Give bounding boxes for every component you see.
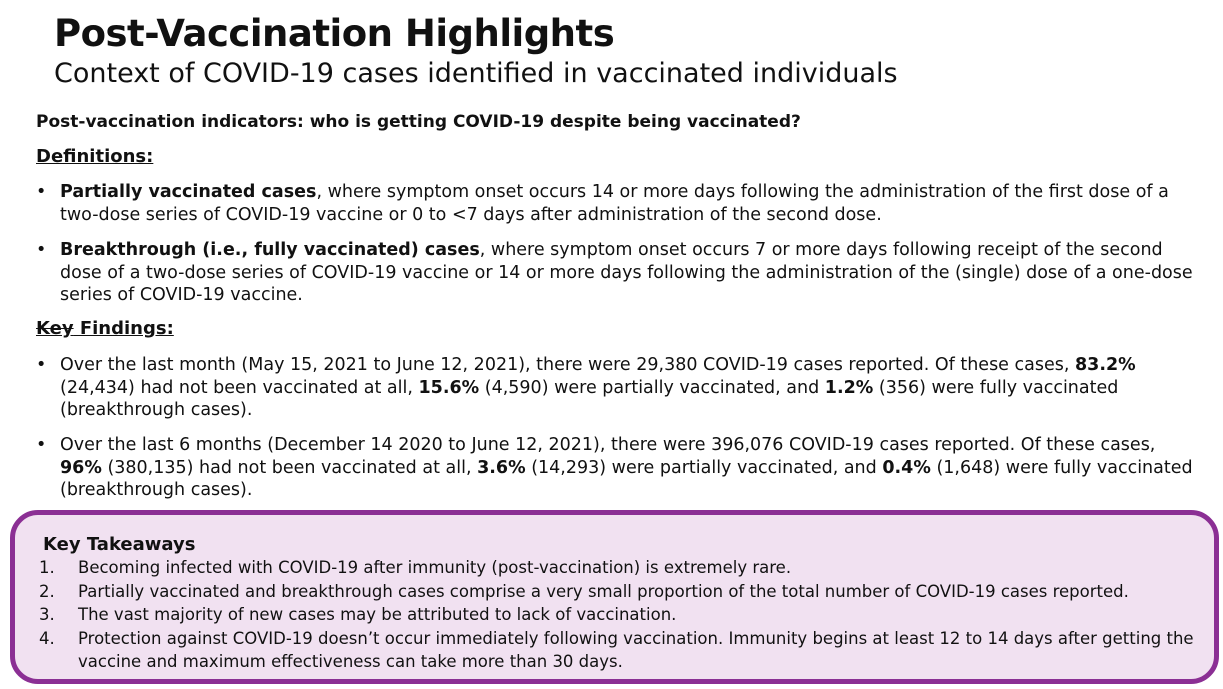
- definition-item: [36, 239, 1196, 307]
- finding-text: [60, 434, 1196, 502]
- findings-heading-struck: Key: [36, 318, 74, 339]
- key-takeaways-list: [15, 556, 1214, 674]
- bullet-icon: •: [36, 435, 47, 455]
- takeaway-number: 3.: [39, 605, 55, 624]
- partial-text: (4,590) were partially vaccinated, and: [479, 377, 825, 398]
- takeaway-item: [15, 556, 1214, 580]
- takeaway-text: Protection against COVID-19 doesn’t occur immediately following vaccination. Immunity begins at least 12 to 14 days after getting the vaccine and maximum effectiveness can take more than 30 days.: [78, 628, 1194, 671]
- definition-item: [36, 181, 1196, 226]
- section-question: Post-vaccination indicators: who is getting COVID-19 despite being vaccinated?: [36, 112, 801, 132]
- partial-percent: 3.6%: [477, 457, 526, 478]
- finding-intro: Over the last month (May 15, 2021 to June 12, 2021), there were 29,380 COVID-19 cases reported. Of these cases,: [60, 355, 1075, 375]
- definition-term: Breakthrough (i.e., fully vaccinated) cases: [60, 240, 480, 260]
- takeaway-text: Becoming infected with COVID-19 after immunity (post-vaccination) is extremely rare.: [78, 558, 792, 577]
- finding-intro: Over the last 6 months (December 14 2020 to June 12, 2021), there were 396,076 COVID-19 cases reported. Of these cases,: [60, 435, 1156, 455]
- definitions-heading: Definitions:: [36, 146, 154, 167]
- key-takeaways-box: [10, 510, 1219, 684]
- full-text: (1,648) were fully vaccinated (breakthrough cases).: [60, 457, 1193, 500]
- takeaway-item: [15, 627, 1214, 674]
- definition-body: , where symptom onset occurs 7 or more days following receipt of the second dose of a two-dose series of COVID-19 vaccine or 14 or more days following the administration of the (single) dose of a one-dose series of COVID-19 vaccine.: [60, 240, 1193, 305]
- takeaway-number: 2.: [39, 581, 55, 601]
- takeaway-item: [15, 580, 1214, 604]
- takeaway-item: [15, 603, 1214, 627]
- finding-text: [60, 354, 1196, 422]
- takeaway-number: 1.: [39, 558, 55, 577]
- finding-item: [36, 434, 1196, 502]
- partial-percent: 15.6%: [418, 377, 480, 398]
- takeaway-text: Partially vaccinated and breakthrough cases comprise a very small proportion of the total number of COVID-19 cases reported.: [78, 581, 1129, 601]
- takeaway-number: 4.: [39, 628, 55, 648]
- full-percent: 0.4%: [882, 457, 931, 478]
- unvaccinated-text: (24,434) had not been vaccinated at all,: [60, 377, 419, 398]
- definition-text: [60, 239, 1196, 307]
- full-percent: 1.2%: [824, 377, 874, 398]
- definition-term: Partially vaccinated cases: [60, 182, 317, 202]
- bullet-icon: •: [36, 182, 47, 202]
- unvaccinated-percent: 96%: [60, 457, 102, 478]
- partial-text: (14,293) were partially vaccinated, and: [525, 457, 883, 478]
- key-takeaways-title: Key Takeaways: [43, 534, 196, 555]
- definition-text: [60, 181, 1196, 226]
- page-title: Post-Vaccination Highlights: [54, 12, 615, 55]
- findings-heading-rest: Findings:: [73, 318, 174, 339]
- page-subtitle: Context of COVID-19 cases identified in vaccinated individuals: [54, 58, 898, 89]
- bullet-icon: •: [36, 355, 47, 375]
- bullet-icon: •: [36, 240, 47, 260]
- takeaway-text: The vast majority of new cases may be attributed to lack of vaccination.: [78, 605, 677, 624]
- definition-body: , where symptom onset occurs 14 or more days following the administration of the first dose of a two-dose series of COVID-19 vaccine or 0 to <7 days after administration of the second dose.: [60, 182, 1169, 225]
- finding-item: [36, 354, 1196, 422]
- findings-heading: [36, 318, 174, 339]
- unvaccinated-text: (380,135) had not been vaccinated at all,: [101, 457, 478, 478]
- unvaccinated-percent: 83.2%: [1074, 355, 1136, 375]
- full-text: (356) were fully vaccinated (breakthrough cases).: [60, 377, 1119, 420]
